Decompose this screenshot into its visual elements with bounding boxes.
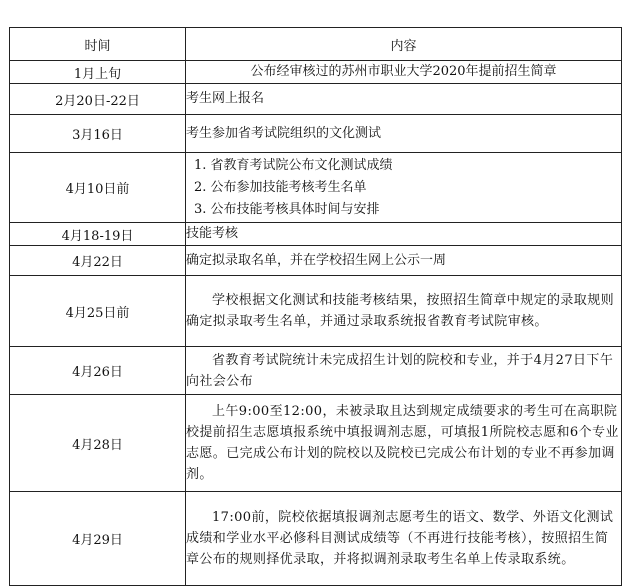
table-row [10, 395, 622, 492]
row-time: 1月上旬 [10, 61, 186, 84]
table-row [10, 153, 622, 223]
row-time: 4月10日前 [10, 153, 186, 223]
row-content-paragraph: 17:00前，院校依据填报调剂志愿考生的语文、数学、外语文化测试成绩和学业水平必修科目测试成绩等（不再进行技能考核），按照招生简章公布的规则择优录取，并将拟调剂录取考生名单上传录取系统。 [186, 510, 614, 567]
row-content [186, 223, 622, 246]
row-content [186, 153, 622, 223]
row-time: 3月16日 [10, 115, 186, 153]
row-content [186, 61, 622, 84]
row-content-paragraph: 省教育考试院统计未完成招生计划的院校和专业，并于4月27日下午向社会公布 [186, 352, 614, 389]
header-content: 内容 [186, 28, 622, 61]
row-content-line: 2. 公布参加技能考核考生名单 [194, 179, 367, 195]
table-row [10, 61, 622, 84]
row-content-line: 技能考核 [186, 226, 239, 241]
row-content [186, 115, 622, 153]
row-content-line: 1. 省教育考试院公布文化测试成绩 [194, 157, 393, 173]
table-row [10, 84, 622, 115]
row-content [186, 395, 622, 492]
table-row [10, 492, 622, 586]
row-time: 2月20日-22日 [10, 84, 186, 115]
row-content [186, 276, 622, 347]
table-row [10, 223, 622, 246]
row-content-line: 考生网上报名 [186, 91, 265, 106]
row-time: 4月18-19日 [10, 223, 186, 246]
row-time: 4月25日前 [10, 276, 186, 347]
admission-schedule-table [9, 27, 622, 586]
table-row [10, 347, 622, 395]
table-row [10, 246, 622, 276]
table-row [10, 276, 622, 347]
row-time: 4月22日 [10, 246, 186, 276]
row-time: 4月26日 [10, 347, 186, 395]
row-content-line: 确定拟录取名单，并在学校招生网上公示一周 [186, 252, 447, 268]
row-content-paragraph: 学校根据文化测试和技能考核结果，按照招生简章中规定的录取规则确定拟录取考生名单，并通过录取系统报省教育考试院审核。 [186, 293, 615, 329]
row-content-line: 3. 公布技能考核具体时间与安排 [194, 201, 380, 217]
row-content [186, 246, 622, 276]
row-time: 4月29日 [10, 492, 186, 586]
row-content [186, 84, 622, 115]
row-content-line: 公布经审核过的苏州市职业大学2020年提前招生简章 [250, 64, 557, 79]
table-row [10, 115, 622, 153]
table-header-row [10, 28, 622, 61]
row-content [186, 492, 622, 586]
header-time: 时间 [10, 28, 186, 61]
row-content-line: 考生参加省考试院组织的文化测试 [186, 125, 382, 141]
row-content-paragraph: 上午9:00至12:00，未被录取且达到规定成绩要求的考生可在高职院校提前招生志愿填报系统中填报调剂志愿，可填报1所院校志愿和6个专业志愿。已完成公布计划的院校以及院校已完成公布计划的专业不再参加调剂。 [186, 404, 619, 482]
row-time: 4月28日 [10, 395, 186, 492]
row-content [186, 347, 622, 395]
